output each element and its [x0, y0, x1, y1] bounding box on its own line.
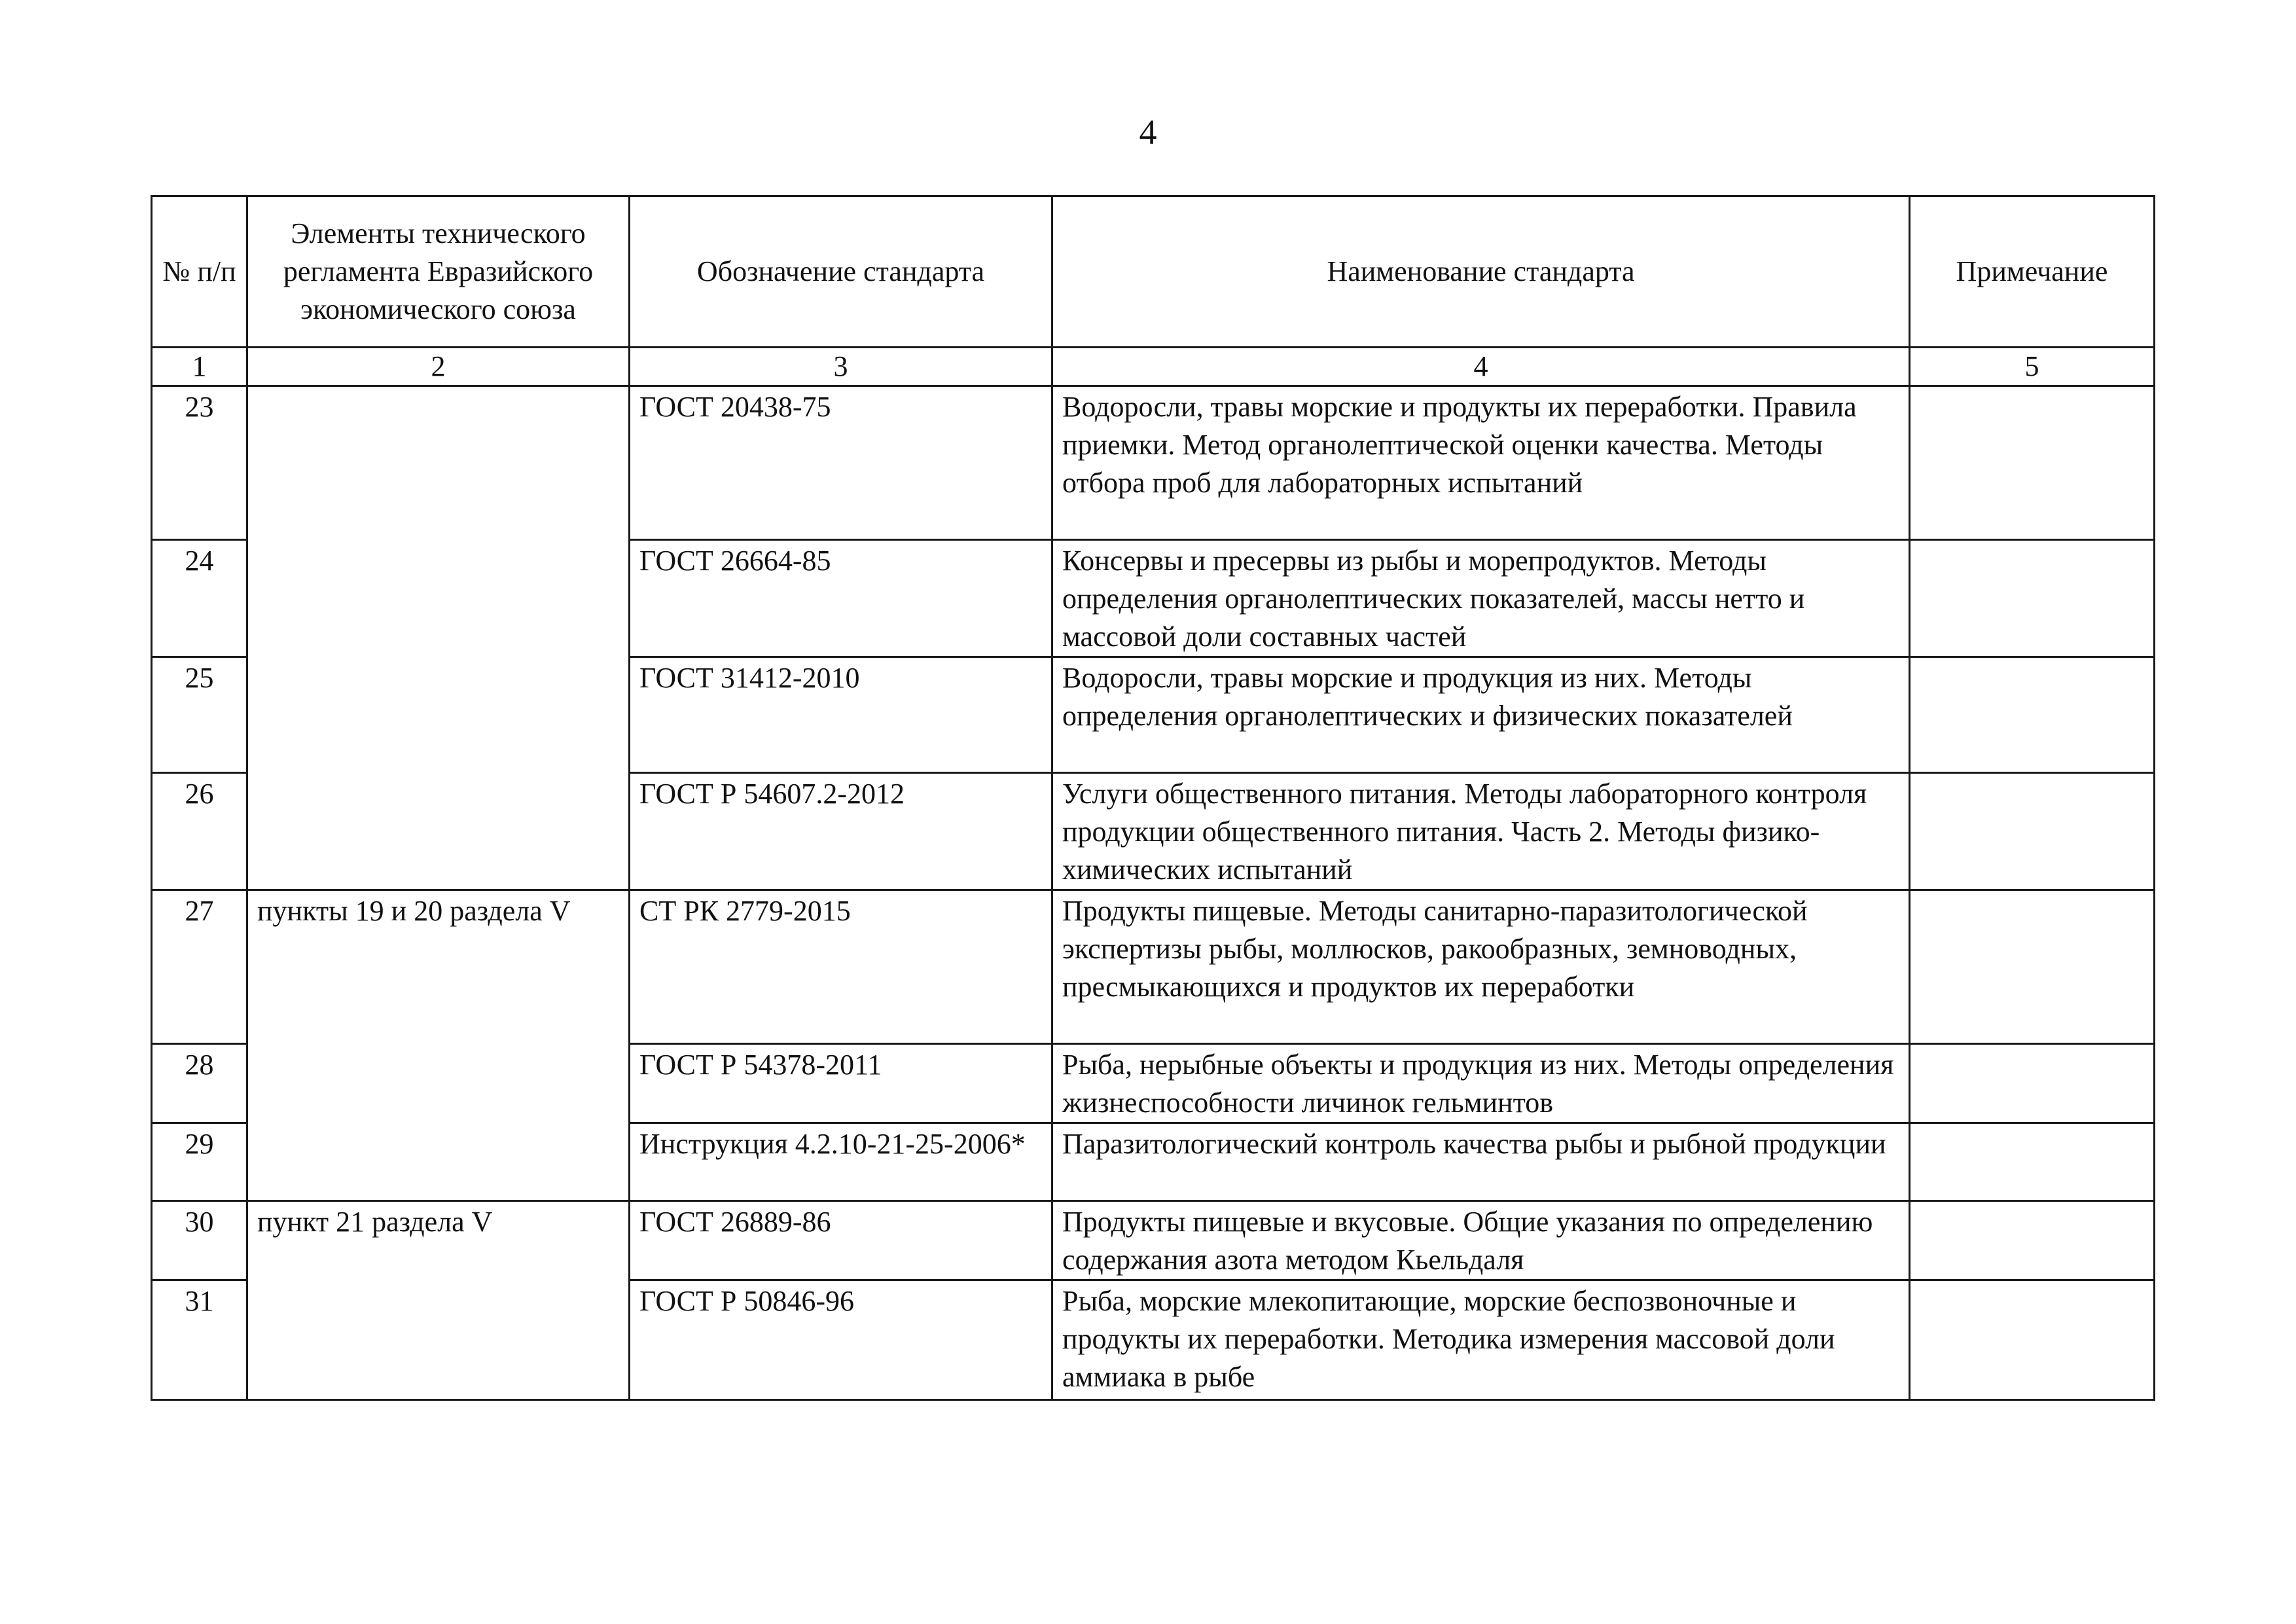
note-cell: [1910, 1044, 2155, 1123]
row-number: 23: [152, 386, 247, 540]
standard-name: Продукты пищевые и вкусовые. Общие указания по определению содержания азота методом Кьельдаля: [1052, 1201, 1910, 1280]
standards-table: [151, 195, 2155, 1401]
header-name: Наименование стандарта: [1052, 196, 1910, 348]
row-number: 30: [152, 1201, 247, 1280]
standard-name: Рыба, морские млекопитающие, морские беспозвоночные и продукты их переработки. Методика измерения массовой доли аммиака в рыбе: [1052, 1280, 1910, 1400]
header-row: [152, 196, 2155, 348]
standard-designation: ГОСТ Р 50846-96: [630, 1280, 1052, 1400]
column-number: 5: [1910, 348, 2155, 386]
standard-name: Рыба, нерыбные объекты и продукция из них. Методы определения жизнеспособности личинок гельминтов: [1052, 1044, 1910, 1123]
note-cell: [1910, 1201, 2155, 1280]
standard-designation: ГОСТ 26664-85: [630, 540, 1052, 657]
standard-designation: Инструкция 4.2.10-21-25-2006*: [630, 1123, 1052, 1201]
page-number: 4: [1139, 113, 1157, 152]
note-cell: [1910, 1280, 2155, 1400]
note-cell: [1910, 540, 2155, 657]
header-element: Элементы технического регламента Евразийского экономического союза: [247, 196, 630, 348]
row-number: 29: [152, 1123, 247, 1201]
column-number: 1: [152, 348, 247, 386]
element-cell: пункт 21 раздела V: [247, 1201, 630, 1400]
row-number: 25: [152, 657, 247, 773]
standard-designation: СТ РК 2779-2015: [630, 890, 1052, 1044]
note-cell: [1910, 890, 2155, 1044]
header-note: Примечание: [1910, 196, 2155, 348]
standard-designation: ГОСТ Р 54378-2011: [630, 1044, 1052, 1123]
table-row: [152, 386, 2155, 540]
note-cell: [1910, 657, 2155, 773]
row-number: 26: [152, 773, 247, 890]
standard-name: Водоросли, травы морские и продукты их переработки. Правила приемки. Метод органолептической оценки качества. Методы отбора проб для лабораторных испытаний: [1052, 386, 1910, 540]
standard-designation: ГОСТ 26889-86: [630, 1201, 1052, 1280]
standard-name: Услуги общественного питания. Методы лабораторного контроля продукции общественного питания. Часть 2. Методы физико-химических испытаний: [1052, 773, 1910, 890]
element-cell-empty: [247, 386, 630, 890]
standard-designation: ГОСТ 20438-75: [630, 386, 1052, 540]
column-number-row: [152, 348, 2155, 386]
row-number: 24: [152, 540, 247, 657]
row-number: 27: [152, 890, 247, 1044]
header-num: № п/п: [152, 196, 247, 348]
element-cell: пункты 19 и 20 раздела V: [247, 890, 630, 1201]
column-number: 3: [630, 348, 1052, 386]
standard-designation: ГОСТ Р 54607.2-2012: [630, 773, 1052, 890]
column-number: 2: [247, 348, 630, 386]
standard-name: Консервы и пресервы из рыбы и морепродуктов. Методы определения органолептических показателей, массы нетто и массовой доли составных частей: [1052, 540, 1910, 657]
table-row: [152, 890, 2155, 1044]
header-designation: Обозначение стандарта: [630, 196, 1052, 348]
table-row: [152, 1201, 2155, 1280]
standard-name: Продукты пищевые. Методы санитарно-паразитологической экспертизы рыбы, моллюсков, ракообразных, земноводных, пресмыкающихся и продуктов их переработки: [1052, 890, 1910, 1044]
row-number: 31: [152, 1280, 247, 1400]
standard-designation: ГОСТ 31412-2010: [630, 657, 1052, 773]
column-number: 4: [1052, 348, 1910, 386]
row-number: 28: [152, 1044, 247, 1123]
standard-name: Водоросли, травы морские и продукция из них. Методы определения органолептических и физических показателей: [1052, 657, 1910, 773]
note-cell: [1910, 773, 2155, 890]
note-cell: [1910, 386, 2155, 540]
note-cell: [1910, 1123, 2155, 1201]
standard-name: Паразитологический контроль качества рыбы и рыбной продукции: [1052, 1123, 1910, 1201]
